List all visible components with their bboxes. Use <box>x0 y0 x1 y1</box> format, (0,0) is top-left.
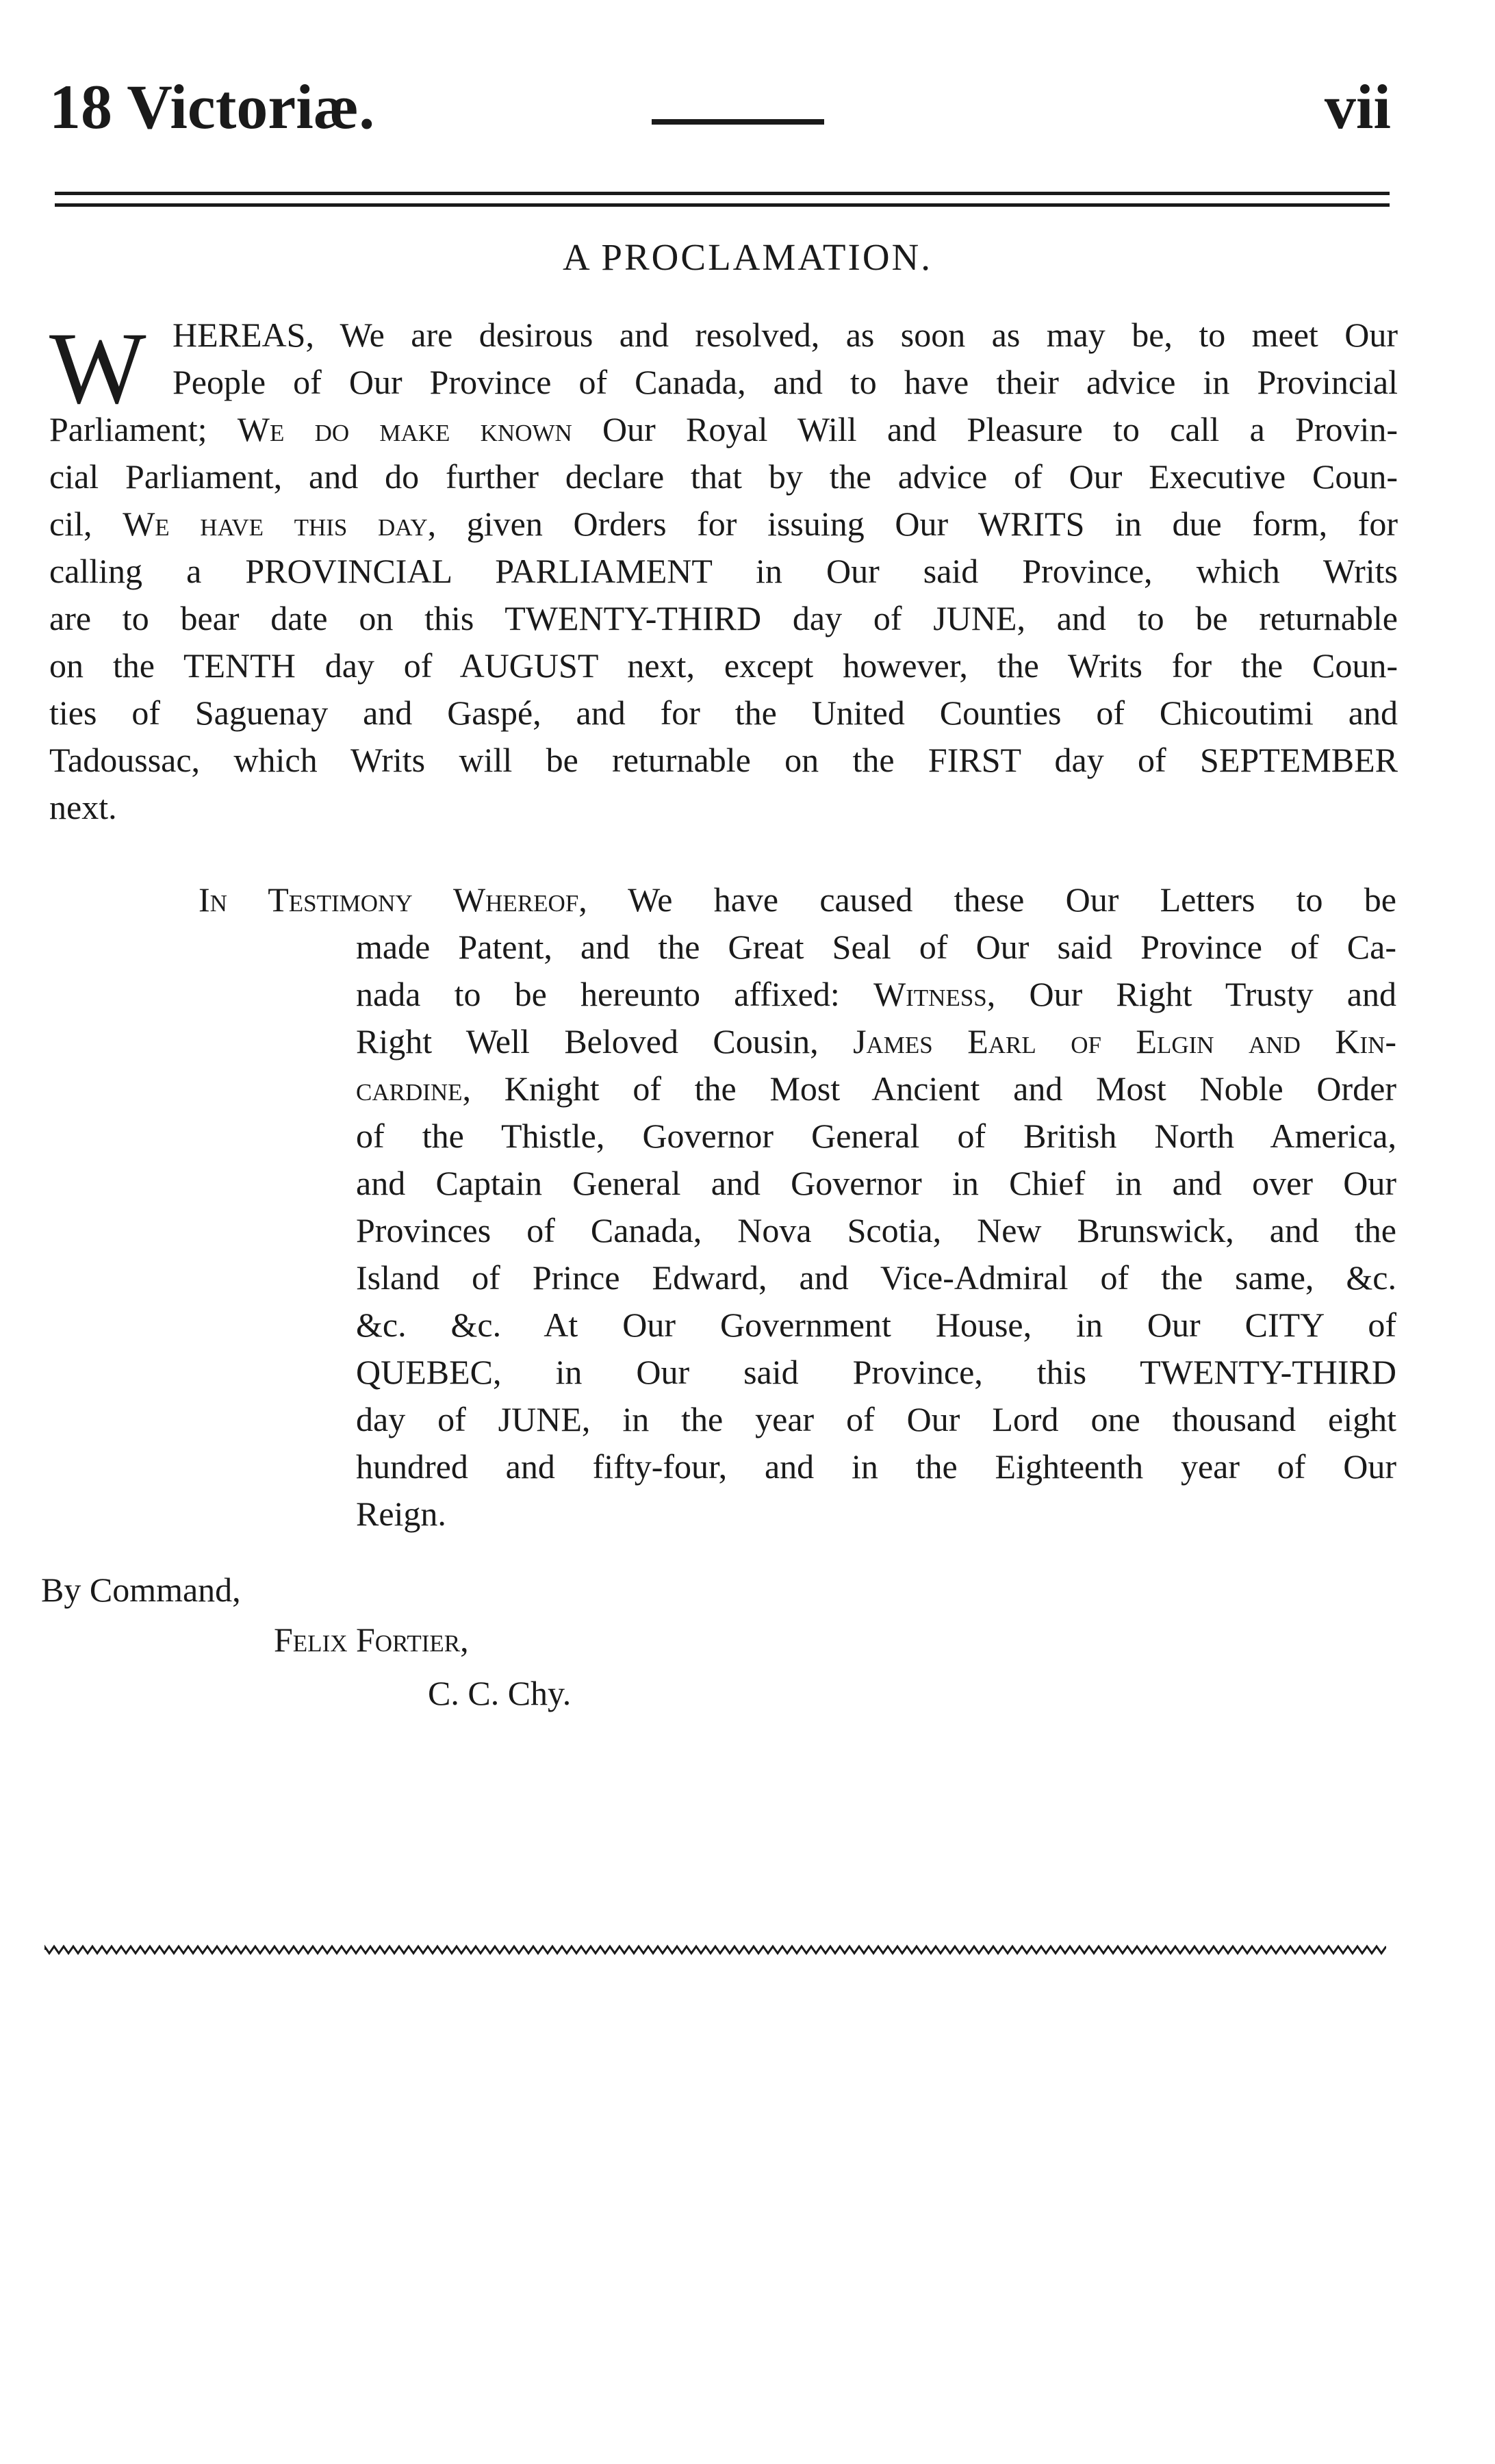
signer-title: C. C. Chy. <box>428 1674 572 1712</box>
testimony-text: We have caused these Our Letters to be <box>587 880 1396 919</box>
body-text: calling a PROVINCIAL PARLIAMENT in Our said Province, which Writs <box>49 552 1398 590</box>
testimony-text: nada to be hereunto affixed: <box>356 975 873 1013</box>
body-line <box>49 406 1398 453</box>
proclamation-body <box>49 312 1398 831</box>
body-text: HEREAS, We are desirous and resolved, as soon as may be, to meet Our <box>172 316 1398 354</box>
testimony-line <box>199 1113 1396 1160</box>
proclamation-body-lines <box>49 312 1398 831</box>
testimony-text: &c. &c. At Our Government House, in Our CITY of <box>356 1306 1396 1344</box>
testimony-line <box>199 1443 1396 1490</box>
testimony-line <box>199 924 1396 971</box>
testimony-text: Our Right Trusty and <box>995 975 1397 1013</box>
by-command-line: By Command, <box>41 1571 241 1609</box>
body-text: are to bear date on this TWENTY-THIRD day of JUNE, and to be returnable <box>49 599 1398 637</box>
testimony-text: Reign. <box>356 1495 446 1533</box>
testimony-small-caps: James Earl of Elgin and Kin- <box>853 1022 1396 1060</box>
testimony-lines <box>199 876 1396 1538</box>
testimony-small-caps: Witness, <box>873 975 996 1013</box>
body-text: given Orders for issuing Our WRITS in due form, for <box>436 505 1398 543</box>
testimony-line <box>199 1349 1396 1396</box>
body-line <box>49 642 1398 689</box>
body-small-caps: We do make known <box>237 410 572 448</box>
body-text: Parliament; <box>49 410 238 448</box>
testimony-line <box>199 971 1396 1018</box>
body-small-caps: We have this day, <box>123 505 437 543</box>
header-double-rule <box>55 192 1390 207</box>
body-text: cial Parliament, and do further declare that by the advice of Our Executive Coun- <box>49 457 1398 496</box>
running-head-dash <box>652 119 824 125</box>
testimony-text: day of JUNE, in the year of Our Lord one thousand eight <box>356 1400 1396 1438</box>
running-head <box>49 68 1391 151</box>
testimony-line <box>199 1160 1396 1207</box>
testimony-text: Provinces of Canada, Nova Scotia, New Brunswick, and the <box>356 1211 1396 1249</box>
running-head-left: 18 Victoriæ. <box>49 72 375 142</box>
drop-cap: W <box>49 312 146 425</box>
testimony-text: Right Well Beloved Cousin, <box>356 1022 854 1060</box>
testimony-text: Island of Prince Edward, and Vice-Admiral of the same, &c. <box>356 1258 1396 1297</box>
testimony-line <box>199 1065 1396 1113</box>
testimony-block <box>199 876 1396 1538</box>
body-line <box>49 689 1398 737</box>
signer-name: Felix Fortier, <box>274 1621 469 1659</box>
testimony-small-caps: cardine, <box>356 1069 472 1108</box>
testimony-text: hundred and fifty-four, and in the Eighteenth year of Our <box>356 1447 1396 1486</box>
body-line <box>49 548 1398 595</box>
testimony-text: QUEBEC, in Our said Province, this TWENTY-THIRD <box>356 1353 1396 1391</box>
page-number: vii <box>1324 72 1391 142</box>
body-line <box>49 737 1398 784</box>
testimony-line <box>199 1301 1396 1349</box>
body-line <box>49 595 1398 642</box>
testimony-line <box>199 1396 1396 1443</box>
testimony-text: and Captain General and Governor in Chief in and over Our <box>356 1164 1396 1202</box>
body-text: ties of Saguenay and Gaspé, and for the United Counties of Chicoutimi and <box>49 694 1398 732</box>
wavy-rule <box>44 1942 1386 1958</box>
body-text: next. <box>49 788 117 826</box>
testimony-small-caps: In Testimony Whereof, <box>199 880 587 919</box>
body-text: cil, <box>49 505 123 543</box>
body-line <box>49 359 1398 406</box>
testimony-text: Knight of the Most Ancient and Most Noble Order <box>471 1069 1396 1108</box>
body-line <box>49 784 1398 831</box>
body-line <box>49 500 1398 548</box>
testimony-line <box>199 876 1396 924</box>
body-line <box>49 312 1398 359</box>
testimony-text: made Patent, and the Great Seal of Our said Province of Ca- <box>356 928 1396 966</box>
body-text: on the TENTH day of AUGUST next, except however, the Writs for the Coun- <box>49 646 1398 685</box>
body-line <box>49 453 1398 500</box>
proclamation-title: A PROCLAMATION. <box>562 236 933 278</box>
testimony-text: of the Thistle, Governor General of British North America, <box>356 1117 1396 1155</box>
body-text: People of Our Province of Canada, and to have their advice in Provincial <box>172 363 1398 401</box>
body-text: Our Royal Will and Pleasure to call a Provin- <box>572 410 1398 448</box>
testimony-line <box>199 1207 1396 1254</box>
testimony-line <box>199 1254 1396 1301</box>
body-text: Tadoussac, which Writs will be returnable on the FIRST day of SEPTEMBER <box>49 741 1398 779</box>
testimony-line <box>199 1018 1396 1065</box>
testimony-line <box>199 1490 1396 1538</box>
